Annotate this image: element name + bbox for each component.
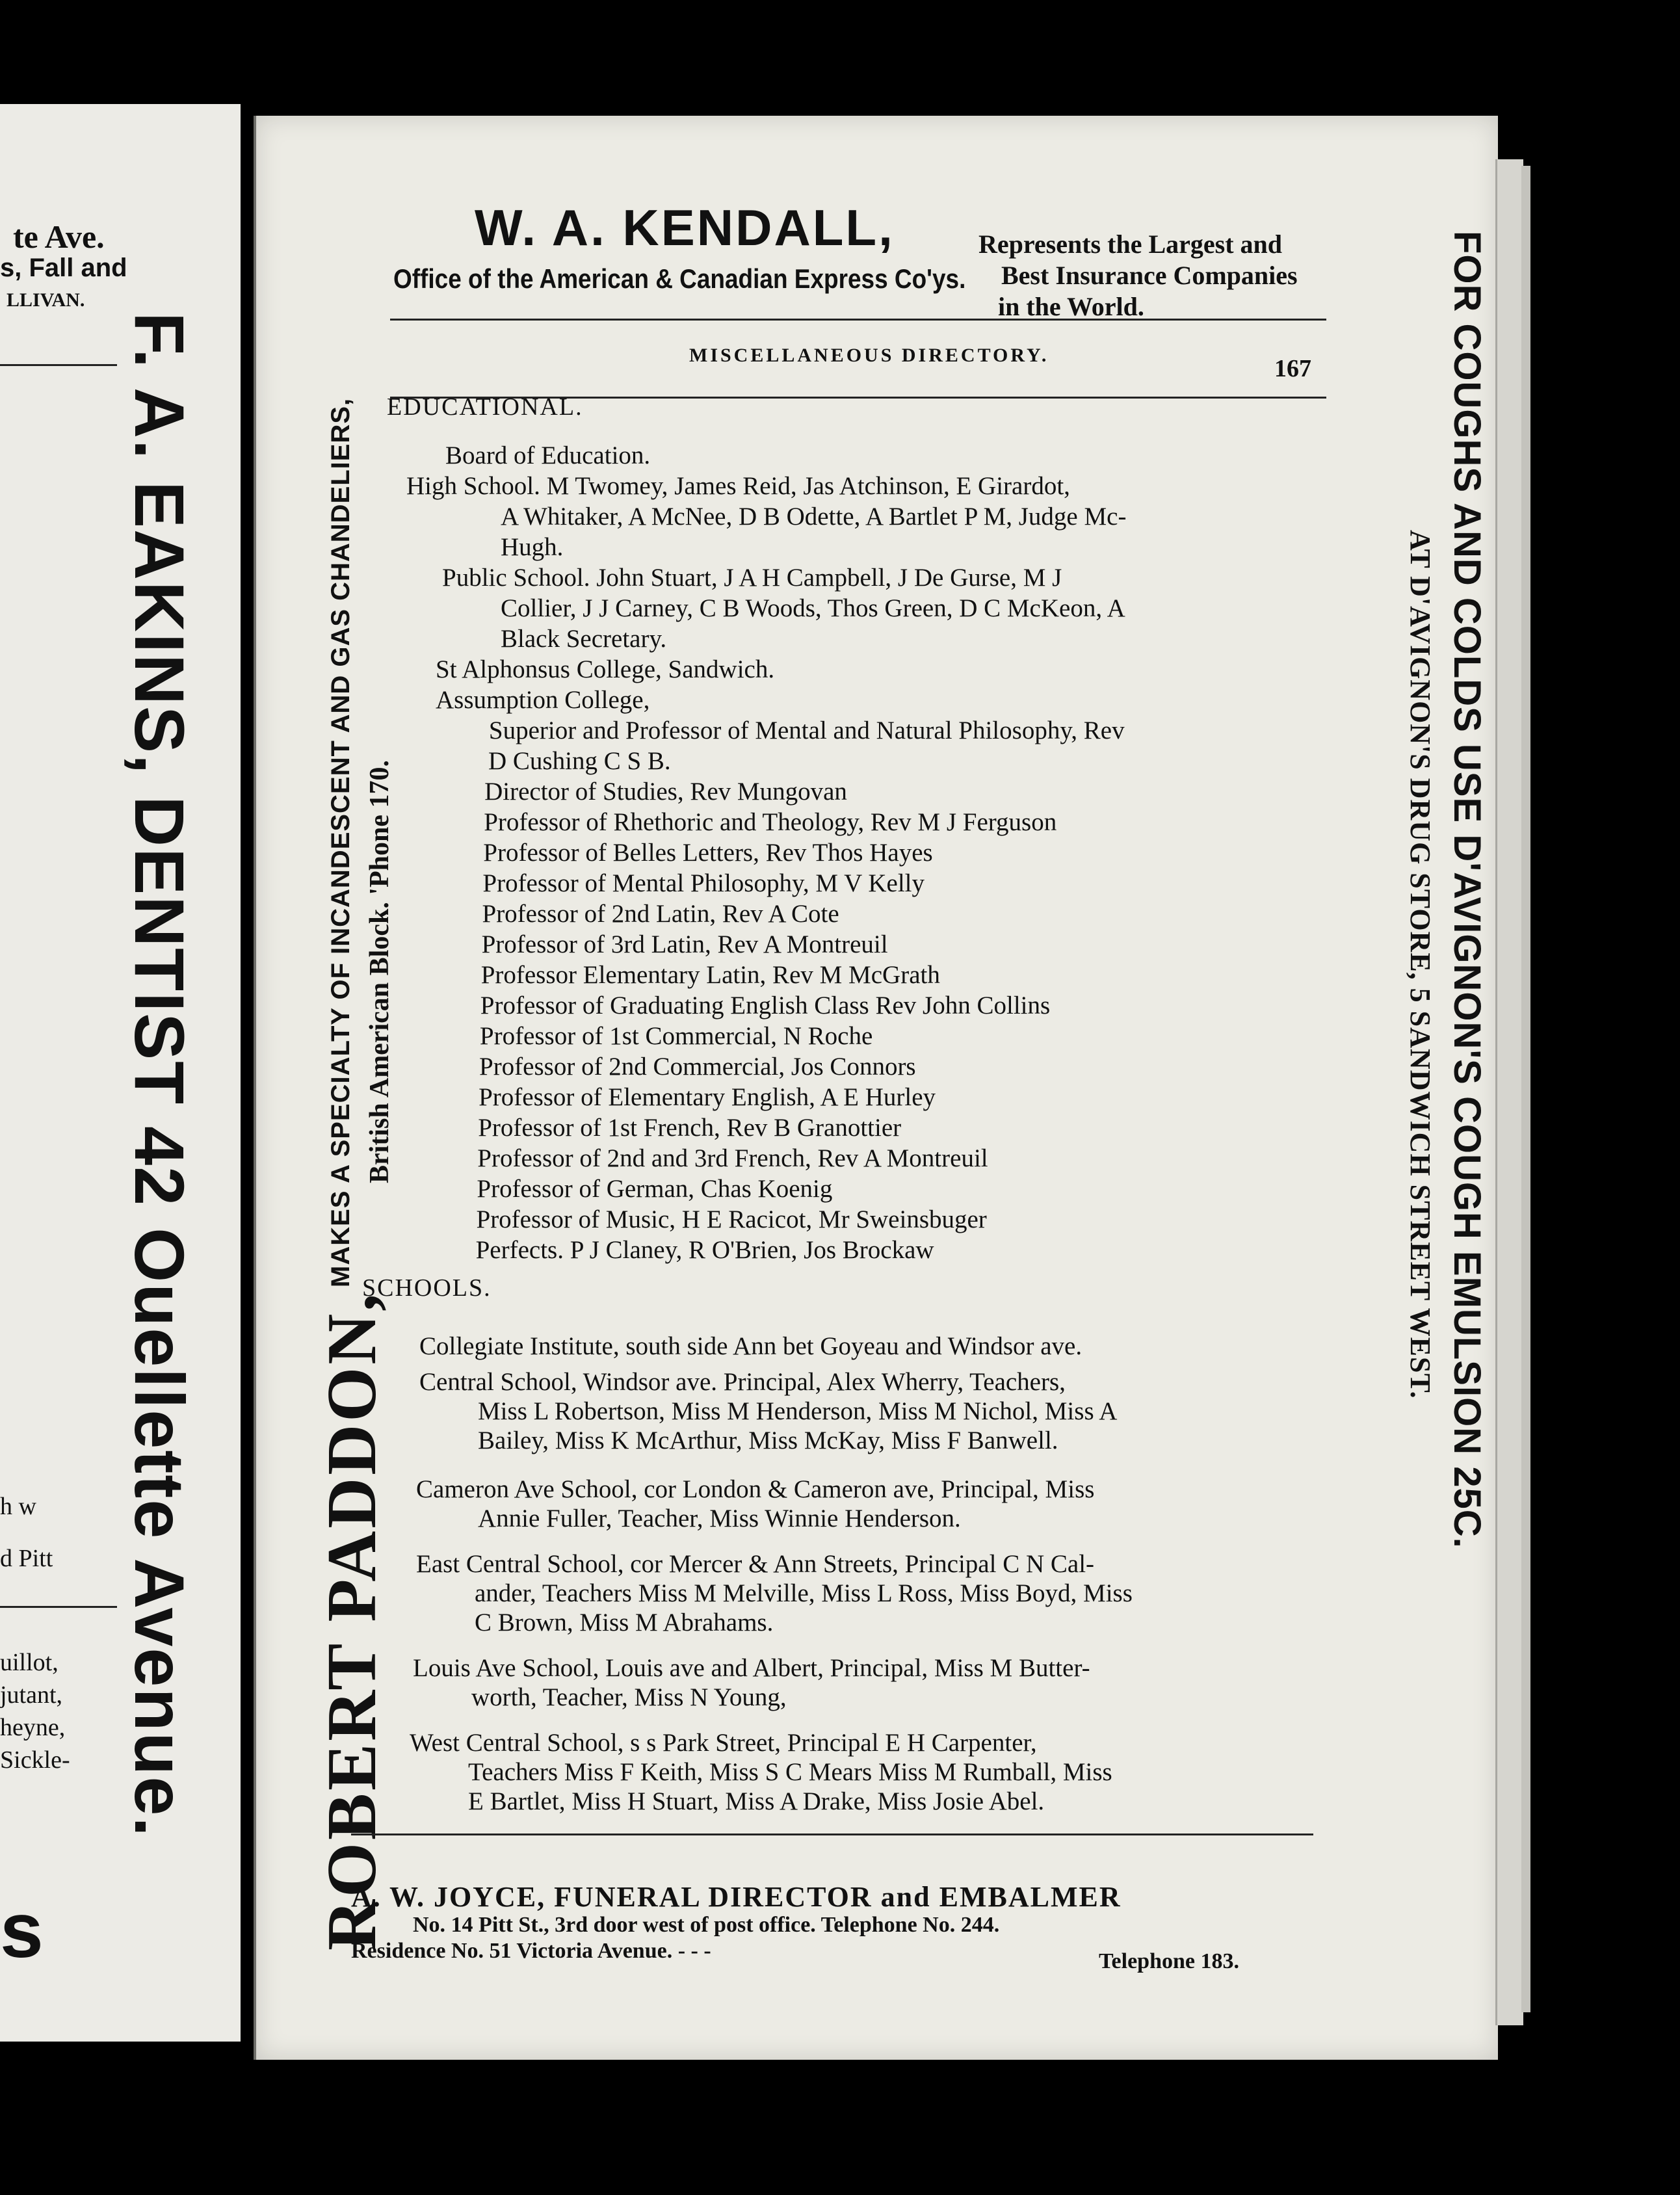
school-entry-line: Louis Ave School, Louis ave and Albert, Principal, Miss M Butter-	[413, 1654, 1090, 1682]
educational-entry-line: Professor of 2nd Latin, Rev A Cote	[482, 900, 839, 928]
educational-entry-line: Director of Studies, Rev Mungovan	[484, 778, 847, 806]
section-heading-educational: EDUCATIONAL.	[387, 393, 583, 421]
left-fragment: s, Fall and	[0, 254, 127, 282]
educational-entry-line: Professor of 1st Commercial, N Roche	[479, 1022, 873, 1050]
educational-entry-line: Professor Elementary Latin, Rev M McGrath	[480, 961, 940, 989]
page-edge	[1495, 159, 1523, 2025]
educational-entry-line: St Alphonsus College, Sandwich.	[436, 655, 775, 683]
educational-entry-line: Professor of Rhethoric and Theology, Rev M J Ferguson	[484, 808, 1057, 836]
school-entry-line: Collegiate Institute, south side Ann bet Goyeau and Windsor ave.	[419, 1332, 1083, 1360]
educational-entry-line: Hugh.	[501, 533, 564, 561]
left-fragment: te Ave.	[13, 218, 105, 255]
section-heading-schools: SCHOOLS.	[362, 1274, 492, 1302]
eakins-dentist-ad: F. A. EAKINS, DENTIST 42 Ouellette Avenue.	[120, 312, 199, 1838]
educational-entry-line: Professor of Mental Philosophy, M V Kelly	[482, 869, 925, 897]
educational-entry-line: Collier, J J Carney, C B Woods, Thos Green, D C McKeon, A	[501, 594, 1125, 622]
left-fragment: s	[0, 1887, 44, 1974]
school-entry-line: Teachers Miss F Keith, Miss S C Mears Miss M Rumball, Miss	[468, 1758, 1112, 1786]
educational-entry-line: Professor of Elementary English, A E Hurley	[479, 1083, 936, 1111]
drug-store-address: AT D'AVIGNON'S DRUG STORE, 5 SANDWICH STREET WEST.	[1404, 530, 1436, 1399]
school-entry-line: Miss L Robertson, Miss M Henderson, Miss M Nichol, Miss A	[478, 1397, 1118, 1425]
kendall-represents-line: Best Insurance Companies	[1001, 261, 1298, 290]
educational-entry-line: Professor of 1st French, Rev B Granottier	[478, 1114, 902, 1142]
kendall-represents-line: Represents the Largest and	[978, 230, 1283, 259]
educational-entry-line: Public School. John Stuart, J A H Campbell, J De Gurse, M J	[442, 564, 1062, 592]
footer-rule	[351, 1834, 1313, 1835]
kendall-name: W. A. KENDALL,	[475, 199, 895, 256]
school-entry-line: West Central School, s s Park Street, Principal E H Carpenter,	[410, 1729, 1037, 1757]
educational-entry-line: D Cushing C S B.	[488, 747, 671, 775]
educational-entry-line: Superior and Professor of Mental and Natural Philosophy, Rev	[488, 716, 1125, 744]
educational-entry-line: Professor of German, Chas Koenig	[477, 1175, 833, 1203]
school-entry-line: Bailey, Miss K McArthur, Miss McKay, Miss F Banwell.	[478, 1426, 1058, 1454]
educational-entry-line: Board of Education.	[445, 441, 651, 469]
joyce-residence-phone: Telephone 183.	[1099, 1949, 1240, 1973]
school-entry-line: East Central School, cor Mercer & Ann Streets, Principal C N Cal-	[416, 1550, 1095, 1578]
page-number: 167	[1274, 355, 1311, 382]
educational-entry-line: Black Secretary.	[501, 625, 667, 653]
school-entry-line: C Brown, Miss M Abrahams.	[475, 1609, 774, 1636]
educational-entry-line: Assumption College,	[436, 686, 650, 714]
left-fragment: h w	[0, 1493, 36, 1520]
educational-entry-line: Professor of Belles Letters, Rev Thos Hayes	[483, 839, 933, 867]
paddon-address: British American Block. 'Phone 170.	[365, 760, 395, 1183]
cough-emulsion-headline: FOR COUGHS AND COLDS USE D'AVIGNON'S COUGH EMULSION 25C.	[1446, 231, 1488, 1549]
running-head: MISCELLANEOUS DIRECTORY.	[689, 345, 1049, 366]
educational-entry-line: Professor of 2nd Commercial, Jos Connors	[479, 1053, 916, 1081]
left-fragment: heyne,	[0, 1714, 66, 1741]
paddon-specialty: MAKES A SPECIALTY OF INCANDESCENT AND GAS CHANDELIERS,	[326, 397, 355, 1287]
educational-entry-line: Professor of 3rd Latin, Rev A Montreuil	[481, 930, 888, 958]
left-fragment: jutant,	[0, 1681, 63, 1709]
left-page-fragment	[0, 104, 241, 2042]
page-edge	[1521, 166, 1530, 2012]
school-entry-line: Cameron Ave School, cor London & Cameron ave, Principal, Miss	[416, 1475, 1095, 1503]
school-entry-line: Central School, Windsor ave. Principal, Alex Wherry, Teachers,	[419, 1368, 1066, 1396]
educational-entry-line: Professor of Graduating English Class Rev John Collins	[480, 992, 1051, 1019]
school-entry-line: worth, Teacher, Miss N Young,	[471, 1683, 787, 1711]
joyce-residence-line: Residence No. 51 Victoria Avenue. - - -	[351, 1939, 711, 1963]
school-entry-line: Annie Fuller, Teacher, Miss Winnie Henderson.	[478, 1505, 961, 1532]
left-fragment: uillot,	[0, 1649, 59, 1676]
left-fragment: d Pitt	[0, 1545, 53, 1572]
paddon-chandeliers-ad	[267, 195, 397, 1951]
left-fragment: Sickle-	[0, 1746, 70, 1774]
joyce-address-line: No. 14 Pitt St., 3rd door west of post office. Telephone No. 244.	[413, 1913, 1000, 1937]
cough-emulsion-ad	[1339, 231, 1488, 2051]
educational-entry-line: Professor of 2nd and 3rd French, Rev A Montreuil	[477, 1144, 988, 1172]
paddon-name: ROBERT PADDON,	[313, 1291, 391, 1951]
educational-entry-line: A Whitaker, A McNee, D B Odette, A Bartlet P M, Judge Mc-	[501, 503, 1127, 531]
educational-entry-line: Professor of Music, H E Racicot, Mr Sweinsbuger	[476, 1205, 987, 1233]
school-entry-line: ander, Teachers Miss M Melville, Miss L Ross, Miss Boyd, Miss	[475, 1579, 1133, 1607]
educational-entry-line: High School. M Twomey, James Reid, Jas Atchinson, E Girardot,	[406, 472, 1070, 500]
joyce-funeral-title: A. W. JOYCE, FUNERAL DIRECTOR and EMBALMER	[351, 1881, 1122, 1913]
educational-entry-line: Perfects. P J Claney, R O'Brien, Jos Brockaw	[475, 1236, 934, 1264]
kendall-represents-line: in the World.	[998, 292, 1144, 321]
header-rule	[390, 319, 1326, 321]
kendall-office-line: Office of the American & Canadian Express Co'ys.	[393, 263, 966, 294]
school-entry-line: E Bartlet, Miss H Stuart, Miss A Drake, Miss Josie Abel.	[468, 1787, 1045, 1815]
left-fragment: LLIVAN.	[7, 289, 85, 311]
